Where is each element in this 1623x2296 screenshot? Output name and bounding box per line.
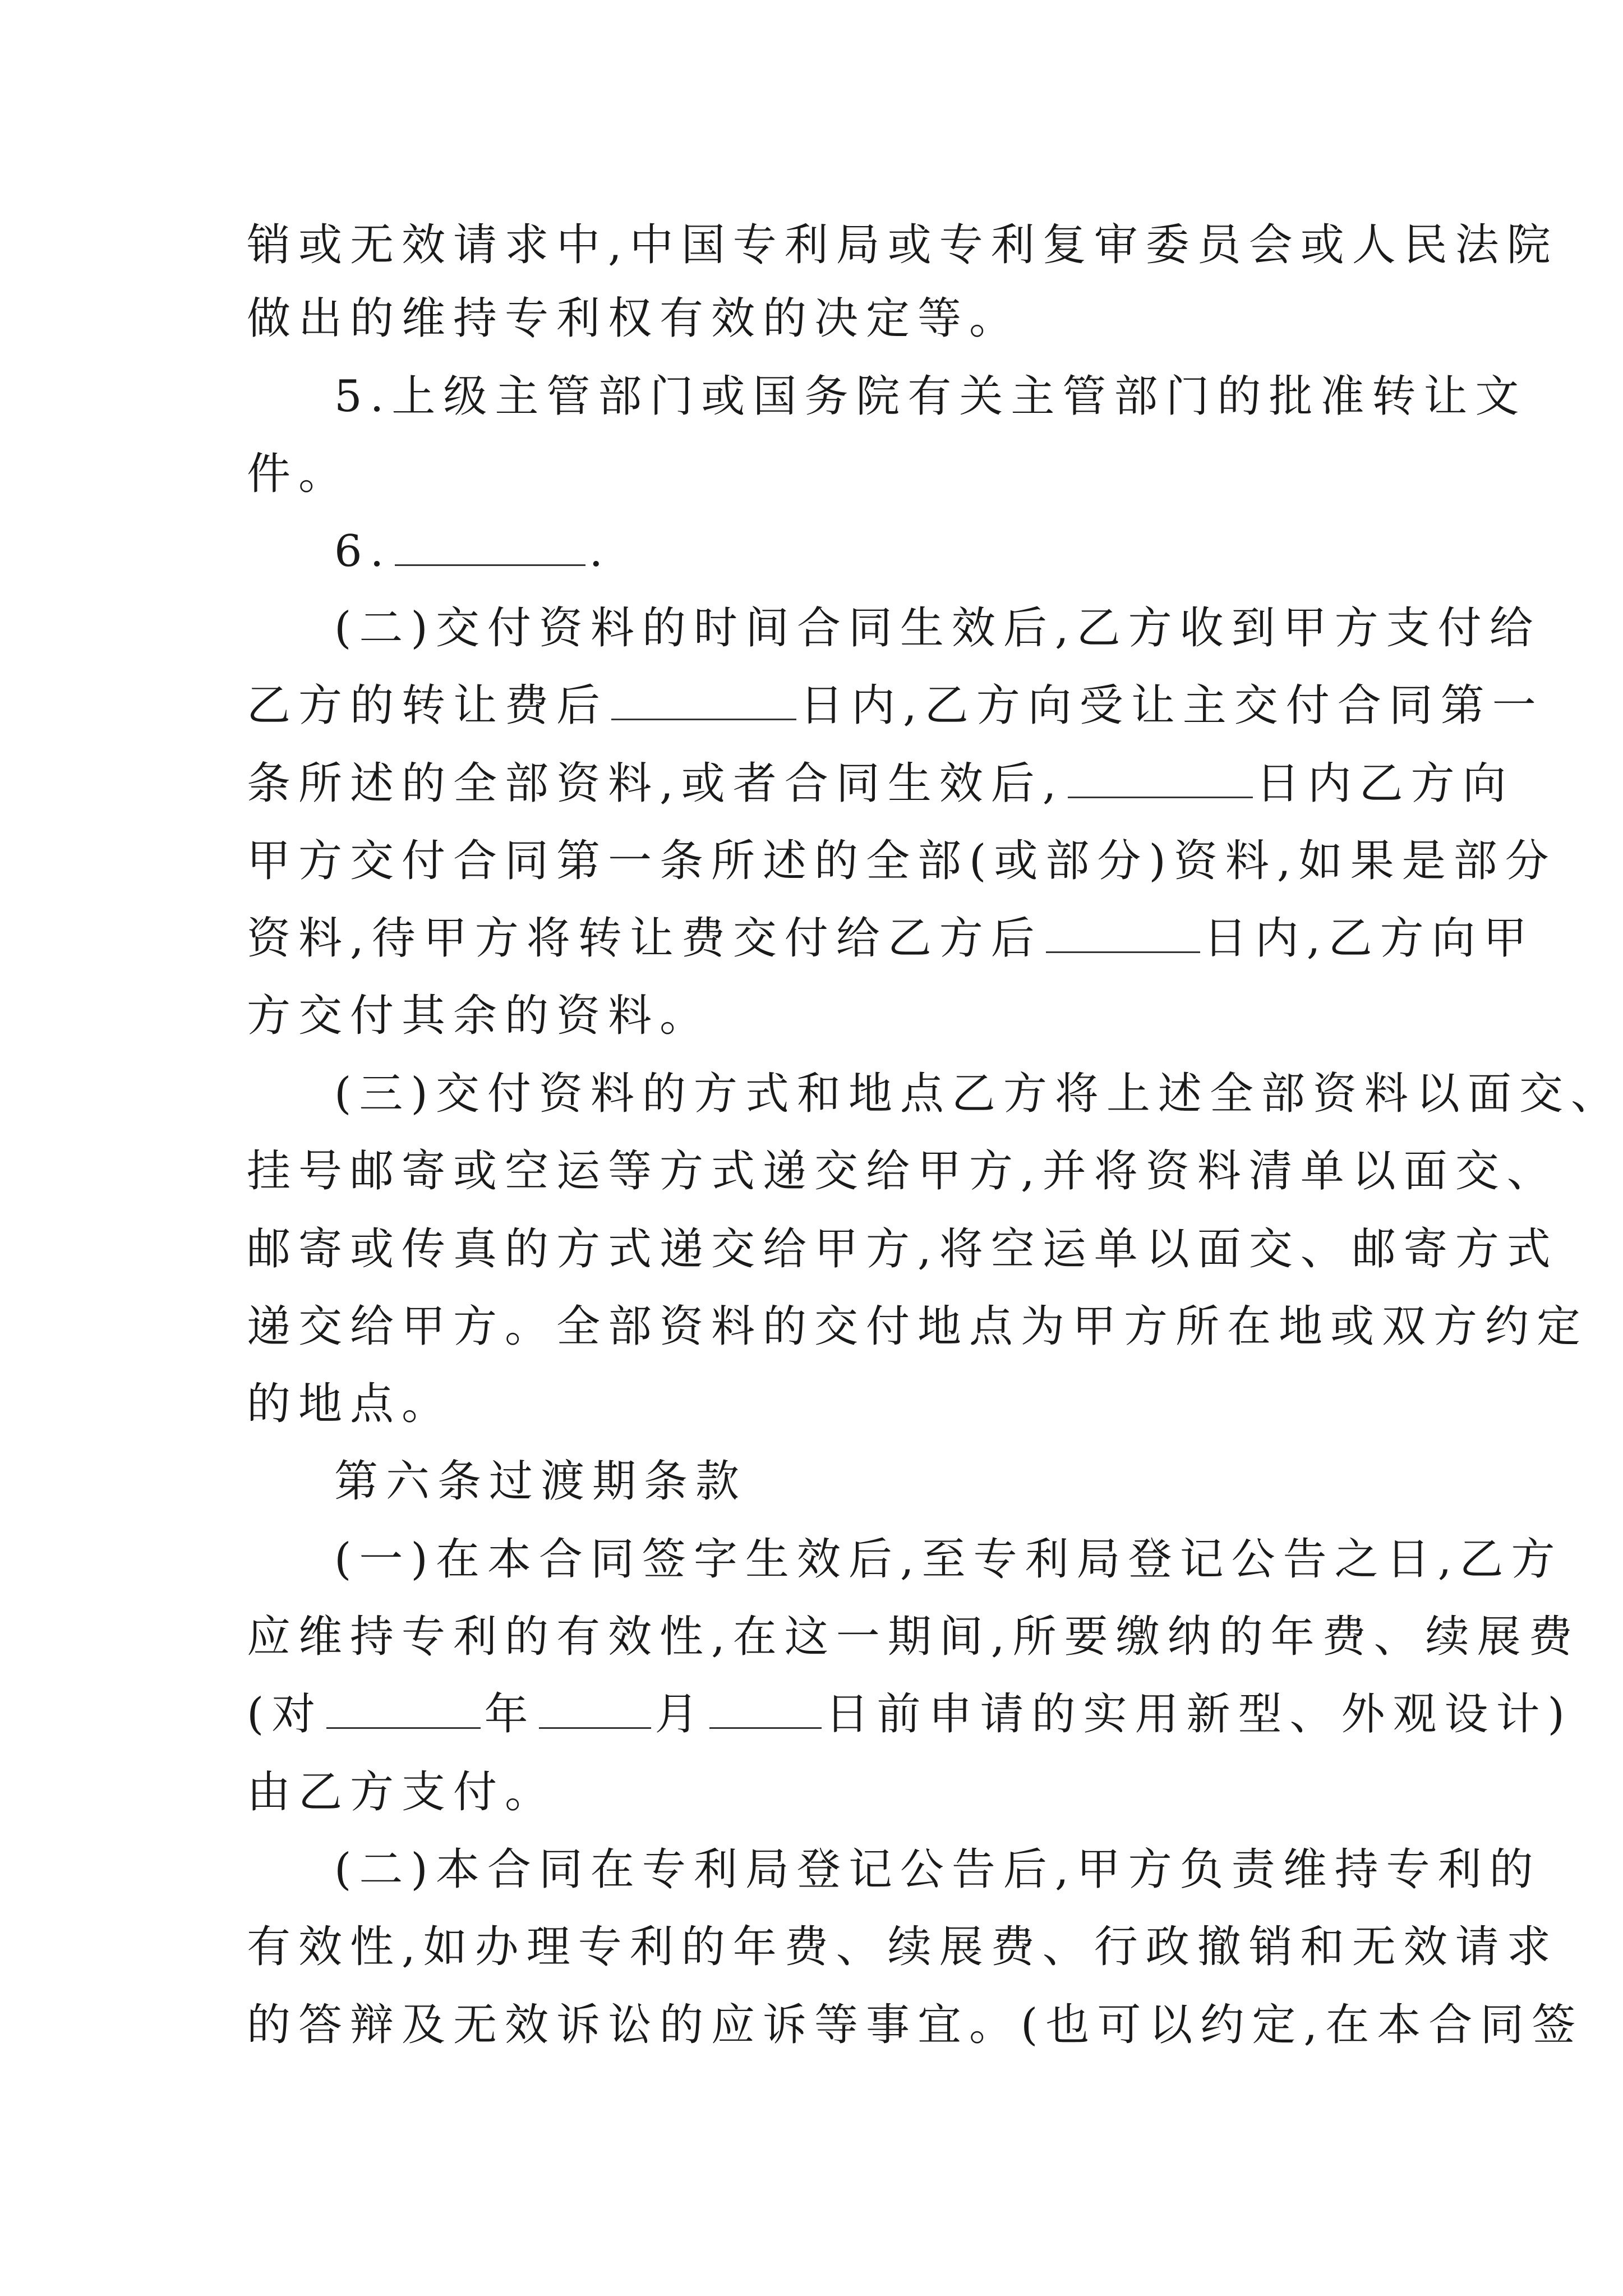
- text-line: [334, 521, 1391, 582]
- line-text: 资料,待甲方将转让费交付给乙方后: [247, 913, 1043, 964]
- line-text: 5.上级主管部门或国务院有关主管部门的批准转让文: [334, 371, 1527, 422]
- line-text: 递交给甲方。全部资料的交付地点为甲方所在地或双方约定: [247, 1301, 1589, 1352]
- text-line: [247, 288, 1391, 349]
- text-line: [247, 1140, 1559, 1202]
- text-line: [247, 830, 1557, 892]
- line-text: 年: [484, 1689, 536, 1740]
- section-heading: [334, 1451, 1391, 1512]
- line-text: 有效性,如办理专利的年费、续展费、行政撤销和无效请求: [247, 1922, 1559, 1972]
- fill-in-blank: [395, 525, 585, 566]
- line-text: 条所述的全部资料,或者合同生效后,: [247, 758, 1064, 809]
- line-text: 的地点。: [247, 1379, 454, 1429]
- line-text: 第六条过渡期条款: [334, 1456, 748, 1507]
- fill-in-blank: [1068, 757, 1253, 798]
- text-line: [247, 443, 1391, 505]
- line-text: .: [589, 526, 611, 577]
- line-text: 6.: [334, 526, 392, 577]
- text-line: [247, 753, 1514, 815]
- text-line: [247, 1683, 1573, 1745]
- line-text: 做出的维持专利权有效的决定等。: [247, 293, 1021, 344]
- line-text: 挂号邮寄或空运等方式递交给甲方,并将资料清单以面交、: [247, 1146, 1559, 1197]
- line-text: 日内,乙方向甲: [1203, 913, 1535, 964]
- line-text: 日内,乙方向受让主交付合同第一: [800, 680, 1544, 731]
- text-line: [247, 1373, 1391, 1435]
- line-text: (三)交付资料的方式和地点乙方将上述全部资料以面交、: [334, 1069, 1622, 1119]
- text-line: [334, 1839, 1541, 1901]
- text-line: [334, 1529, 1563, 1590]
- line-text: (二)交付资料的时间合同生效后,乙方收到甲方支付给: [334, 603, 1541, 654]
- text-line: [247, 1994, 1584, 2056]
- line-text: 邮寄或传真的方式递交给甲方,将空运单以面交、邮寄方式: [247, 1224, 1559, 1274]
- text-line: [247, 1218, 1559, 1280]
- fill-in-blank: [1046, 912, 1200, 953]
- line-text: 的答辩及无效诉讼的应诉等事宜。(也可以约定,在本合同签: [247, 2000, 1584, 2050]
- line-text: 甲方交付合同第一条所述的全部(或部分)资料,如果是部分: [247, 836, 1557, 886]
- line-text: 月: [654, 1689, 707, 1740]
- line-text: 销或无效请求中,中国专利局或专利复审委员会或人民法院: [247, 220, 1559, 270]
- text-line: [247, 1296, 1589, 1358]
- text-line: [247, 214, 1559, 276]
- line-text: 日前申请的实用新型、外观设计): [825, 1689, 1573, 1740]
- text-line: [334, 1063, 1622, 1125]
- line-text: 乙方的转让费后: [247, 680, 608, 731]
- line-text: 应维持专利的有效性,在这一期间,所要缴纳的年费、续展费: [247, 1612, 1580, 1662]
- text-line: [247, 1761, 1391, 1823]
- fill-in-blank: [611, 679, 796, 720]
- line-text: (二)本合同在专利局登记公告后,甲方负责维持专利的: [334, 1844, 1541, 1895]
- text-line: [334, 597, 1541, 659]
- fill-in-blank: [709, 1688, 822, 1729]
- fill-in-blank: [326, 1688, 481, 1729]
- line-text: (一)在本合同签字生效后,至专利局登记公告之日,乙方: [334, 1534, 1563, 1585]
- text-line: [334, 366, 1527, 427]
- line-text: 日内乙方向: [1256, 758, 1514, 809]
- text-line: [247, 1606, 1580, 1668]
- text-line: [247, 985, 1391, 1047]
- line-text: 方交付其余的资料。: [247, 991, 712, 1041]
- text-line: [247, 908, 1535, 969]
- line-text: (对: [247, 1689, 324, 1740]
- fill-in-blank: [539, 1688, 651, 1729]
- line-text: 由乙方支付。: [247, 1767, 557, 1818]
- text-line: [247, 675, 1544, 737]
- text-line: [247, 1916, 1559, 1978]
- line-text: 件。: [247, 449, 351, 499]
